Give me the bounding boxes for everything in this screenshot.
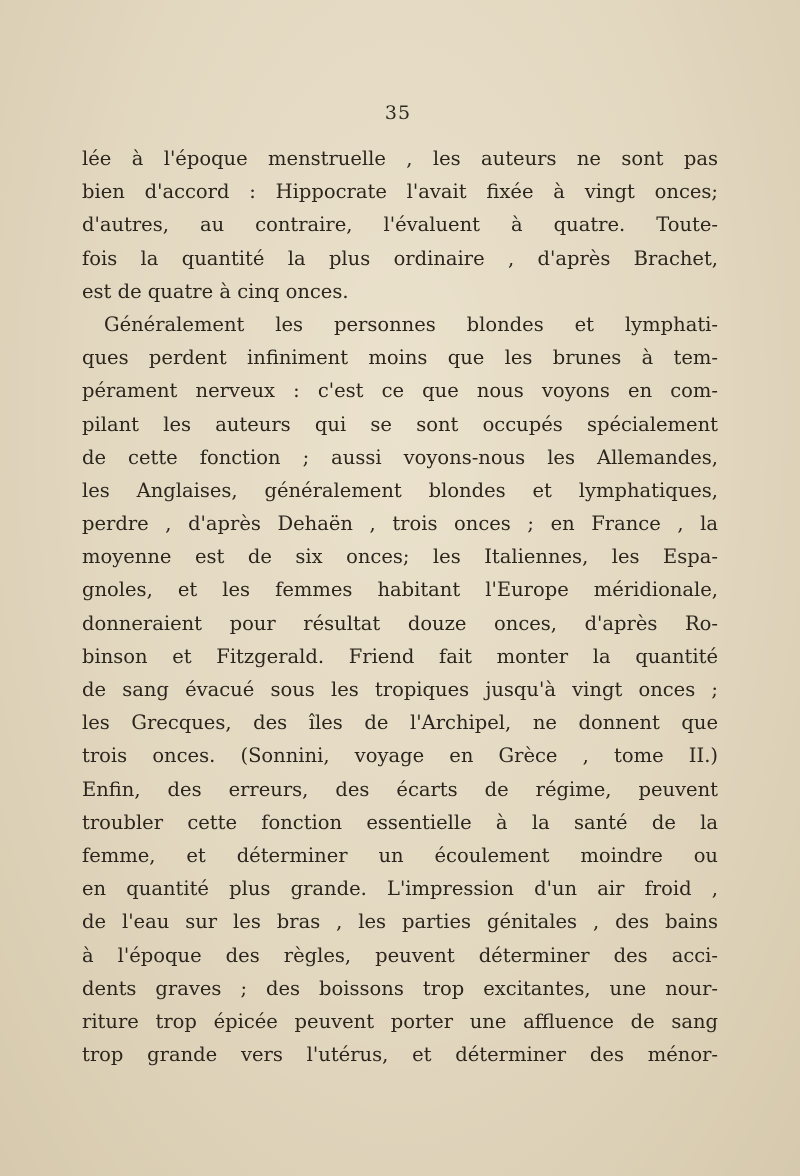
text-line: dents graves ; des boissons trop excitantes, une nour-	[82, 976, 718, 1000]
text-line: les Grecques, des îles de l'Archipel, ne donnent que	[82, 711, 718, 735]
text-line: donneraient pour résultat douze onces, d'après Ro-	[82, 611, 718, 635]
text-line: binson et Fitzgerald. Friend fait monter la quantité	[82, 644, 718, 668]
text-line: de l'eau sur les bras , les parties génitales , des bains	[82, 910, 718, 934]
text-line: Enfin, des erreurs, des écarts de régime, peuvent	[82, 777, 718, 801]
text-line: d'autres, au contraire, l'évaluent à quatre. Toute-	[82, 213, 718, 237]
text-line: pilant les auteurs qui se sont occupés spécialement	[82, 412, 718, 436]
text-line: ques perdent infiniment moins que les brunes à tem-	[82, 346, 718, 370]
text-line: troubler cette fonction essentielle à la santé de la	[82, 810, 718, 834]
text-line: à l'époque des règles, peuvent déterminer des acci-	[82, 943, 718, 967]
body-text	[82, 142, 718, 1071]
text-line: en quantité plus grande. L'impression d'un air froid ,	[82, 877, 718, 901]
text-line: de cette fonction ; aussi voyons-nous les Allemandes,	[82, 445, 718, 469]
text-line: femme, et déterminer un écoulement moindre ou	[82, 843, 718, 867]
text-line: lée à l'époque menstruelle , les auteurs ne sont pas	[82, 147, 718, 170]
text-line: Généralement les personnes blondes et lymphati-	[104, 312, 718, 336]
text-line: de sang évacué sous les tropiques jusqu'à vingt onces ;	[82, 678, 718, 701]
text-line: bien d'accord : Hippocrate l'avait fixée à vingt onces;	[82, 180, 718, 204]
text-line: pérament nerveux : c'est ce que nous voyons en com-	[82, 379, 718, 403]
text-line: les Anglaises, généralement blondes et lymphatiques,	[82, 478, 718, 502]
text-line: trois onces. (Sonnini, voyage en Grèce , tome II.)	[82, 744, 718, 768]
page-number: 35	[384, 102, 412, 124]
text-line: perdre , d'après Dehaën , trois onces ; en France , la	[82, 512, 718, 536]
text-line: riture trop épicée peuvent porter une affluence de sang	[82, 1009, 718, 1033]
text-line: moyenne est de six onces; les Italiennes, les Espa-	[82, 545, 718, 569]
text-line: gnoles, et les femmes habitant l'Europe méridionale,	[82, 578, 718, 602]
text-line: trop grande vers l'utérus, et déterminer des ménor-	[82, 1043, 718, 1067]
text-line: est de quatre à cinq onces.	[82, 279, 349, 303]
text-line: fois la quantité la plus ordinaire , d'après Brachet,	[82, 246, 718, 270]
